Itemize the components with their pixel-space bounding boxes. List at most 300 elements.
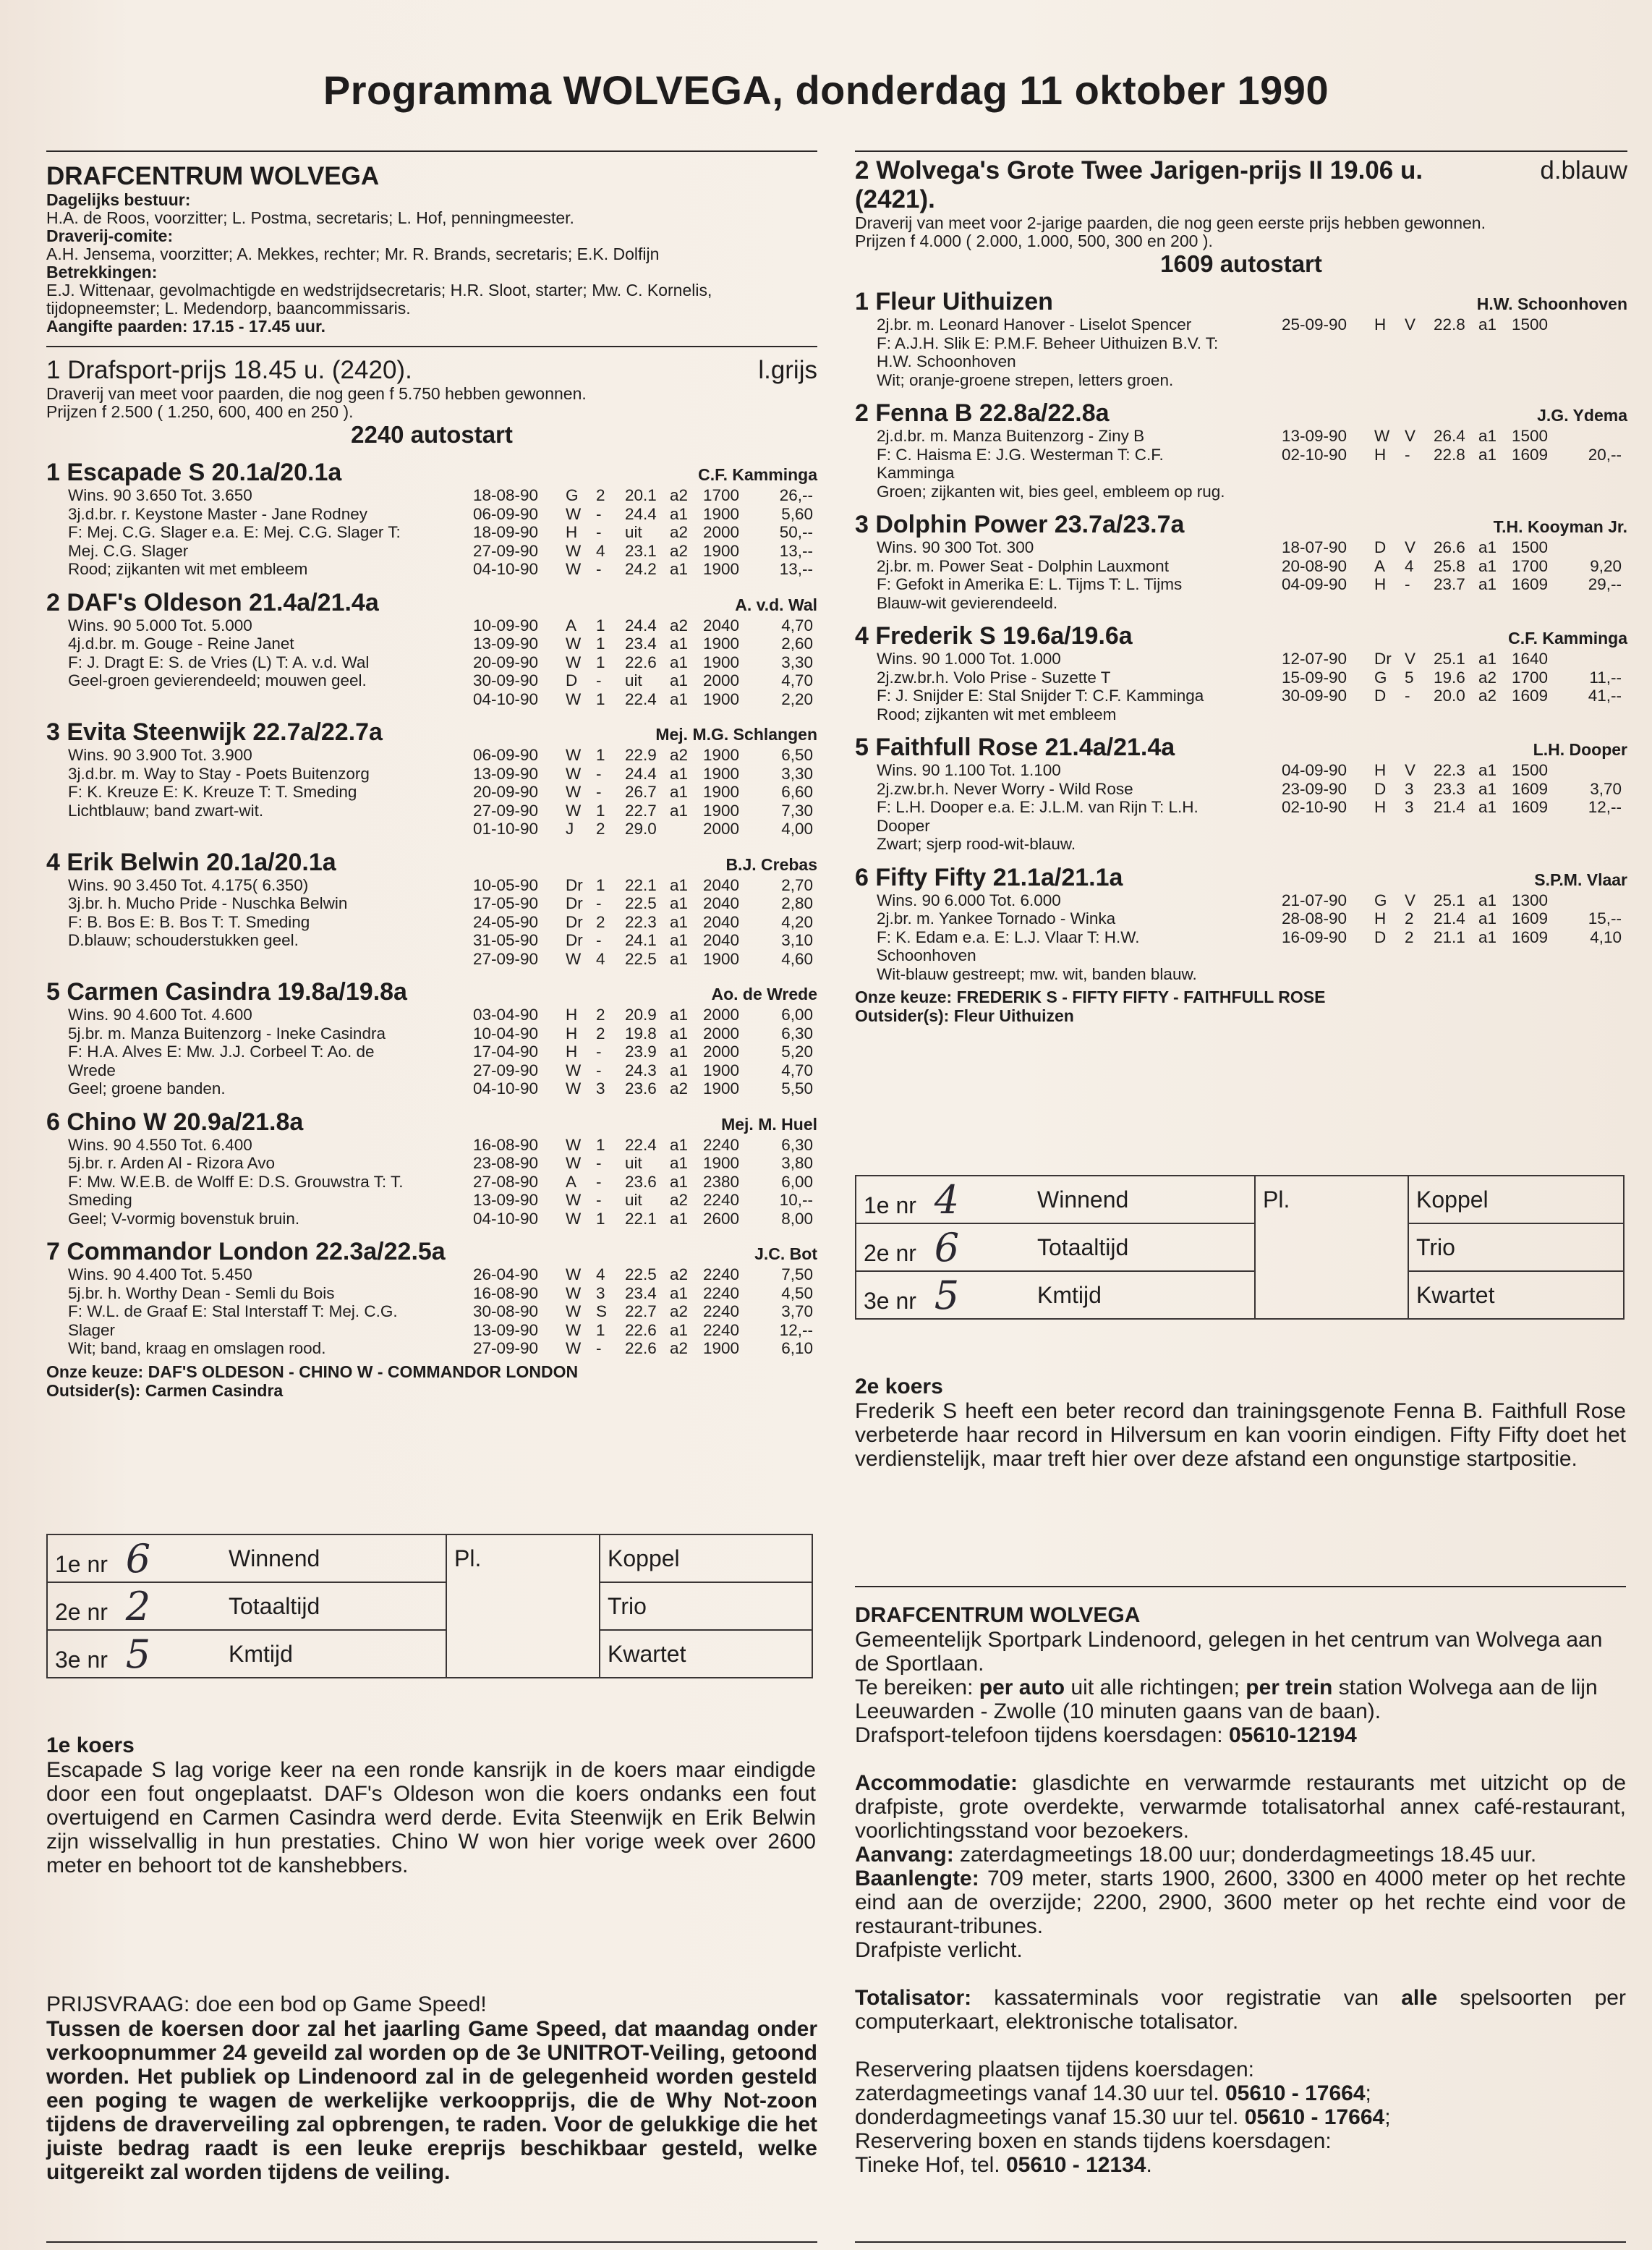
run-cell: W xyxy=(566,949,582,968)
horse-runs xyxy=(473,616,817,709)
text-span: 709 meter, starts 1900, 2600, 3300 en 4000 meter op het rechte eind aan de overzijde; 2200, 2900, 3600 meter op het rechte eind voor de restaurant-tribunes. xyxy=(855,1867,1626,1938)
committee-label: Draverij-comite: xyxy=(46,226,174,245)
horse-name: 7 Commandor London 22.3a/22.5a xyxy=(46,1238,446,1265)
run-cell: a1 xyxy=(1478,909,1497,927)
run-cell: 10,-- xyxy=(779,1191,813,1209)
horse-header xyxy=(46,849,817,876)
run-cell: 04-10-90 xyxy=(473,1209,539,1228)
run-cell: 1900 xyxy=(703,653,740,671)
run-row xyxy=(473,802,817,820)
bet-combo: Trio xyxy=(1408,1223,1624,1271)
info-block xyxy=(855,1603,1626,2177)
run-cell: 5,60 xyxy=(781,504,813,523)
run-cell: H xyxy=(566,1043,578,1061)
horse-trainer: H.W. Schoonhoven xyxy=(1476,294,1627,313)
run-row xyxy=(473,1154,817,1173)
divider xyxy=(46,346,817,347)
run-cell: 1 xyxy=(596,1135,605,1154)
race-1-outsider: Outsider(s): Carmen Casindra xyxy=(46,1380,284,1400)
horse-info-line: F: C. Haisma E: J.G. Westerman T: C.F. xyxy=(877,445,1164,464)
horse-name: 5 Carmen Casindra 19.8a/19.8a xyxy=(46,978,407,1006)
horse-runs xyxy=(473,876,817,969)
run-cell: 24.4 xyxy=(625,764,657,783)
run-cell: 20.0 xyxy=(1434,687,1465,705)
run-cell: A xyxy=(566,616,577,634)
handwritten-number: 5 xyxy=(934,1272,960,1318)
run-cell: a2 xyxy=(670,541,689,560)
run-cell: 27-09-90 xyxy=(473,1061,539,1079)
run-row xyxy=(473,765,817,784)
run-cell: a1 xyxy=(670,560,689,578)
horse-info xyxy=(855,427,1282,501)
run-cell: 3,10 xyxy=(781,931,813,949)
horse-info-line: 2j.zw.br.h. Never Worry - Wild Rose xyxy=(877,779,1133,798)
run-cell: W xyxy=(566,1302,582,1320)
horse-entry xyxy=(46,459,817,579)
run-cell: H xyxy=(566,523,578,541)
run-cell: 23.6 xyxy=(625,1172,657,1191)
run-cell: 1900 xyxy=(703,949,740,968)
run-cell: 26.7 xyxy=(625,783,657,801)
text-span: 05610 - 17664 xyxy=(1244,2105,1385,2129)
run-cell: 18-09-90 xyxy=(473,523,539,541)
handwritten-number: 5 xyxy=(125,1631,151,1677)
run-cell: a1 xyxy=(670,912,689,931)
bet-cell xyxy=(856,1176,1030,1223)
horse-runs xyxy=(473,486,817,579)
text-span: Aanvang: xyxy=(855,1843,954,1867)
text-span: station Wolvega aan de lijn Leeuwarden - Zwolle (10 minuten gaans van de baan). xyxy=(855,1676,1598,1723)
horse-info-line: F: J. Dragt E: S. de Vries (L) T: A. v.d. Wal xyxy=(68,653,370,671)
run-cell: 22.9 xyxy=(625,746,657,764)
run-cell: a1 xyxy=(670,764,689,783)
run-cell: a1 xyxy=(670,671,689,689)
run-cell: 2240 xyxy=(703,1302,740,1320)
horse-body xyxy=(855,891,1627,984)
bet-place: Pl. xyxy=(446,1534,600,1678)
handwritten-number: 4 xyxy=(934,1176,960,1223)
horse-name: 1 Fleur Uithuizen xyxy=(855,288,1053,315)
left-column xyxy=(46,150,817,1400)
text-span: Te bereiken: xyxy=(855,1676,979,1699)
run-row xyxy=(473,950,817,969)
roles-line: tijdopneemster; L. Medendorp, baancommissaris. xyxy=(46,299,411,318)
run-cell: 22.5 xyxy=(625,1265,657,1283)
horse-info-line: F: Gefokt in Amerika E: L. Tijms T: L. Tijms xyxy=(877,575,1183,593)
run-cell: 7,50 xyxy=(781,1265,813,1283)
run-cell: G xyxy=(1374,891,1387,909)
run-cell: 02-10-90 xyxy=(1282,798,1347,816)
run-row xyxy=(473,560,817,579)
race-2-keuze: Onze keuze: FREDERIK S - FIFTY FIFTY - FAITHFULL ROSE xyxy=(855,988,1326,1006)
run-cell: 1609 xyxy=(1512,798,1549,816)
run-cell: 23-09-90 xyxy=(1282,779,1347,798)
run-cell: 20,-- xyxy=(1588,445,1622,464)
bet-row xyxy=(856,1223,1624,1271)
run-row xyxy=(1282,557,1627,576)
bet-type: Totaaltijd xyxy=(221,1582,446,1630)
run-cell: 1900 xyxy=(703,1061,740,1079)
run-cell: 22.8 xyxy=(1434,445,1465,464)
horse-header xyxy=(855,734,1627,761)
run-cell: a2 xyxy=(670,1191,689,1209)
run-cell: 27-09-90 xyxy=(473,541,539,560)
run-cell: W xyxy=(566,1061,582,1079)
horse-info-line: Wins. 90 3.450 Tot. 4.175( 6.350) xyxy=(68,875,309,894)
run-cell: 2 xyxy=(596,486,605,504)
horse-info-line: 4j.d.br. m. Gouge - Reine Janet xyxy=(68,634,294,653)
run-cell: a1 xyxy=(670,783,689,801)
run-cell: 22.6 xyxy=(625,1320,657,1339)
horse-entry xyxy=(855,511,1627,612)
run-cell: W xyxy=(566,1079,582,1098)
info-reservation-sat: zaterdagmeetings vanaf 14.30 uur tel. 05610 - 17664; xyxy=(855,2081,1371,2105)
run-cell: 13-09-90 xyxy=(473,764,539,783)
run-cell: H xyxy=(1374,575,1387,593)
run-cell: D xyxy=(1374,687,1387,705)
run-cell: 23.1 xyxy=(625,541,657,560)
text-span: glasdichte en verwarmde restaurants met uitzicht op de drafpiste, grote overdekte, verwarmde totalisatorhal annex café-restaurant, voorlichtingsstand voor bezoekers. xyxy=(855,1771,1626,1843)
bet-label: 3e nr xyxy=(864,1287,916,1314)
run-cell: 26-04-90 xyxy=(473,1265,539,1283)
run-cell: a1 xyxy=(670,1024,689,1043)
horse-body xyxy=(46,1136,817,1228)
horse-trainer: C.F. Kamminga xyxy=(1508,629,1627,648)
horse-name: 4 Erik Belwin 20.1a/20.1a xyxy=(46,848,336,876)
race-2-color: d.blauw xyxy=(1540,156,1627,184)
horse-info-line: Wins. 90 4.600 Tot. 4.600 xyxy=(68,1006,252,1024)
horse-info-line: 2j.br. m. Leonard Hanover - Liselot Spencer xyxy=(877,315,1192,334)
run-cell: - xyxy=(596,764,602,783)
run-row xyxy=(473,1321,817,1340)
bet-row xyxy=(47,1630,812,1678)
horse-info xyxy=(855,538,1282,612)
prijsvraag xyxy=(46,1992,817,2184)
run-cell: a1 xyxy=(670,931,689,949)
horse-runs xyxy=(1282,891,1627,984)
race-1-prizes: Prijzen f 2.500 ( 1.250, 600, 400 en 250 ). xyxy=(46,402,354,421)
run-cell: W xyxy=(566,783,582,801)
run-cell: 31-05-90 xyxy=(473,931,539,949)
run-cell: 1900 xyxy=(703,541,740,560)
run-cell: 18-08-90 xyxy=(473,486,539,504)
run-row xyxy=(473,1284,817,1303)
run-cell: 20.1 xyxy=(625,486,657,504)
run-cell: 4,60 xyxy=(781,949,813,968)
bet-cell xyxy=(47,1630,221,1678)
run-row xyxy=(473,1043,817,1061)
horse-runs xyxy=(473,1006,817,1098)
run-row xyxy=(473,542,817,561)
run-cell: 4,50 xyxy=(781,1283,813,1302)
run-cell: 4,70 xyxy=(781,1061,813,1079)
horse-info xyxy=(855,761,1282,854)
run-cell: 50,-- xyxy=(779,523,813,541)
run-cell: a1 xyxy=(670,1320,689,1339)
run-cell: a2 xyxy=(670,616,689,634)
run-cell: V xyxy=(1405,427,1416,445)
horse-body xyxy=(855,650,1627,723)
info-reservation-contact: Tineke Hof, tel. 05610 - 12134. xyxy=(855,2153,1152,2177)
horse-trainer: B.J. Crebas xyxy=(725,854,817,874)
run-cell: G xyxy=(1374,668,1387,687)
horse-info-line: Slager xyxy=(68,1320,116,1339)
bet-label: 1e nr xyxy=(864,1192,916,1218)
run-cell: 21-07-90 xyxy=(1282,891,1347,909)
horse-info-line: D.blauw; schouderstukken geel. xyxy=(68,931,299,949)
horse-header xyxy=(855,511,1627,538)
run-cell: 3,30 xyxy=(781,764,813,783)
run-cell: 1609 xyxy=(1512,687,1549,705)
horse-info-line: Wins. 90 4.400 Tot. 5.450 xyxy=(68,1265,252,1283)
run-cell: 2,20 xyxy=(781,689,813,708)
run-row xyxy=(1282,575,1627,594)
run-cell: 1 xyxy=(596,634,605,653)
run-cell: 1900 xyxy=(703,1339,740,1357)
run-cell: H xyxy=(1374,445,1387,464)
run-cell: 7,30 xyxy=(781,801,813,820)
horse-trainer: Mej. M. Huel xyxy=(721,1114,817,1134)
run-cell: 27-09-90 xyxy=(473,949,539,968)
horse-info xyxy=(46,746,473,839)
run-cell xyxy=(1571,427,1622,446)
roles-label: Betrekkingen: xyxy=(46,263,158,281)
horse-info-line: Wins. 90 6.000 Tot. 6.000 xyxy=(877,891,1061,909)
run-cell: 1900 xyxy=(703,764,740,783)
horse-runs xyxy=(473,746,817,839)
race-2-outsider: Outsider(s): Fleur Uithuizen xyxy=(855,1006,1074,1025)
run-cell: V xyxy=(1405,891,1416,909)
run-cell: a2 xyxy=(670,1079,689,1098)
run-cell: - xyxy=(596,1154,602,1172)
run-cell: 21.4 xyxy=(1434,798,1465,816)
run-row xyxy=(1282,427,1627,446)
run-cell: D xyxy=(566,671,578,689)
run-cell: a1 xyxy=(670,894,689,912)
bet-label: 2e nr xyxy=(864,1239,916,1266)
run-cell: - xyxy=(596,931,602,949)
run-cell: W xyxy=(566,746,582,764)
divider xyxy=(46,150,817,152)
run-cell: a2 xyxy=(670,1339,689,1357)
run-cell: 10-04-90 xyxy=(473,1024,539,1043)
run-cell: 19.8 xyxy=(625,1024,657,1043)
run-row xyxy=(473,783,817,802)
horse-entry xyxy=(46,849,817,969)
run-cell: uit xyxy=(625,1191,642,1209)
horse-entry xyxy=(46,1108,817,1228)
run-cell: a1 xyxy=(670,1172,689,1191)
run-cell: 2,80 xyxy=(781,894,813,912)
divider xyxy=(46,2241,817,2243)
run-cell: 1609 xyxy=(1512,575,1549,593)
run-cell: a1 xyxy=(670,1135,689,1154)
horse-entry xyxy=(46,978,817,1098)
run-cell: uit xyxy=(625,523,642,541)
bet-combo: Koppel xyxy=(600,1534,812,1582)
run-row xyxy=(473,653,817,672)
race-1-start: 2240 autostart xyxy=(351,421,513,448)
horse-entry xyxy=(855,734,1627,854)
run-cell: H xyxy=(1374,798,1387,816)
run-cell: 16-08-90 xyxy=(473,1135,539,1154)
run-cell: 22.6 xyxy=(625,653,657,671)
divider xyxy=(855,1586,1626,1587)
daily-board-label: Dagelijks bestuur: xyxy=(46,190,191,209)
run-cell: 2 xyxy=(596,1024,605,1043)
run-row xyxy=(1282,798,1627,817)
run-cell: 29.0 xyxy=(625,820,657,838)
run-cell: 23.9 xyxy=(625,1043,657,1061)
horse-body xyxy=(46,876,817,969)
text-span: zaterdagmeetings 18.00 uur; donderdagmeetings 18.45 uur. xyxy=(953,1843,1537,1867)
run-cell: H xyxy=(1374,315,1387,334)
run-row xyxy=(473,1079,817,1098)
horse-entry xyxy=(46,589,817,709)
run-cell: 04-09-90 xyxy=(1282,761,1347,779)
run-cell: - xyxy=(596,1339,602,1357)
horse-trainer: Ao. de Wrede xyxy=(711,985,817,1003)
horse-runs xyxy=(1282,427,1627,501)
horse-trainer: T.H. Kooyman Jr. xyxy=(1493,517,1627,536)
run-cell: 1500 xyxy=(1512,315,1549,334)
run-cell: Dr xyxy=(566,875,583,894)
run-cell: a2 xyxy=(670,523,689,541)
horse-name: 6 Fifty Fifty 21.1a/21.1a xyxy=(855,863,1123,891)
text-span: 05610-12194 xyxy=(1228,1723,1357,1747)
horse-info-line: Blauw-wit gevierendeeld. xyxy=(877,593,1058,612)
horse-header xyxy=(46,1238,817,1265)
horse-info-line: Rood; zijkanten wit met embleem xyxy=(877,705,1117,723)
run-cell: 24.2 xyxy=(625,560,657,578)
run-cell: 1900 xyxy=(703,801,740,820)
run-cell: 22.7 xyxy=(625,1302,657,1320)
text-span: donderdagmeetings vanaf 15.30 uur tel. xyxy=(855,2105,1245,2129)
run-row xyxy=(1282,668,1627,687)
run-cell: 26.4 xyxy=(1434,427,1465,445)
run-cell: 24-05-90 xyxy=(473,912,539,931)
horse-entry xyxy=(46,1238,817,1358)
run-cell: 27-09-90 xyxy=(473,1339,539,1357)
info-lighting: Drafpiste verlicht. xyxy=(855,1938,1023,1962)
run-cell: 2 xyxy=(596,912,605,931)
run-cell: 22.4 xyxy=(625,1135,657,1154)
run-cell: 1500 xyxy=(1512,427,1549,445)
run-cell: 6,50 xyxy=(781,746,813,764)
horse-info-line: 3j.d.br. r. Keystone Master - Jane Rodney xyxy=(68,504,367,523)
bet-cell xyxy=(856,1223,1030,1271)
run-cell: a1 xyxy=(670,634,689,653)
run-cell: Dr xyxy=(1374,650,1392,668)
horse-runs xyxy=(1282,761,1627,854)
run-cell: 23-08-90 xyxy=(473,1154,539,1172)
run-row xyxy=(473,1173,817,1192)
run-cell: 24.3 xyxy=(625,1061,657,1079)
run-cell: 12,-- xyxy=(779,1320,813,1339)
run-cell: 20-09-90 xyxy=(473,653,539,671)
horse-header xyxy=(46,718,817,746)
run-cell: 22.4 xyxy=(625,689,657,708)
horse-info-line: Wit-blauw gestreept; mw. wit, banden blauw. xyxy=(877,964,1197,983)
run-cell: 1900 xyxy=(703,1079,740,1098)
run-cell: 3,70 xyxy=(1590,779,1622,798)
run-cell: 27-09-90 xyxy=(473,801,539,820)
horse-info-line: 5j.br. m. Manza Buitenzorg - Ineke Casindra xyxy=(68,1024,386,1043)
horse-info-line: Wins. 90 1.100 Tot. 1.100 xyxy=(877,761,1061,779)
text-span: Totalisator: xyxy=(855,1986,972,2010)
run-cell: 06-09-90 xyxy=(473,504,539,523)
run-cell: 06-09-90 xyxy=(473,746,539,764)
run-cell: 1 xyxy=(596,616,605,634)
run-cell xyxy=(1571,650,1622,668)
run-cell: 2 xyxy=(1405,927,1414,946)
horse-info xyxy=(855,315,1282,389)
run-row xyxy=(473,505,817,524)
horse-header xyxy=(46,459,817,486)
text-span: per trein xyxy=(1246,1676,1333,1699)
run-row xyxy=(1282,315,1627,334)
horse-body xyxy=(855,427,1627,501)
horse-info-line: F: J. Snijder E: Stal Snijder T: C.F. Kamminga xyxy=(877,687,1204,705)
run-cell: 2000 xyxy=(703,1006,740,1024)
run-cell: - xyxy=(596,1172,602,1191)
horse-info-line: 2j.d.br. m. Manza Buitenzorg - Ziny B xyxy=(877,427,1145,445)
horse-runs xyxy=(1282,650,1627,723)
run-cell: - xyxy=(1405,575,1410,593)
run-cell: 18-07-90 xyxy=(1282,538,1347,556)
run-cell: a1 xyxy=(670,1209,689,1228)
run-cell: a1 xyxy=(1478,556,1497,575)
run-cell: 26.6 xyxy=(1434,538,1465,556)
horse-info-line: Geel; groene banden. xyxy=(68,1079,226,1098)
run-cell: 2 xyxy=(596,1006,605,1024)
horse-info xyxy=(46,876,473,969)
bet-label: 3e nr xyxy=(55,1646,108,1673)
run-cell: Dr xyxy=(566,931,583,949)
horse-name: 5 Faithfull Rose 21.4a/21.4a xyxy=(855,734,1175,761)
race-1-keuze: Onze keuze: DAF'S OLDESON - CHINO W - COMMANDOR LONDON xyxy=(46,1362,579,1381)
run-cell: 1900 xyxy=(703,1154,740,1172)
run-cell: a1 xyxy=(670,949,689,968)
run-cell: a1 xyxy=(1478,891,1497,909)
run-cell: 1609 xyxy=(1512,909,1549,927)
horse-info-line: H.W. Schoonhoven xyxy=(877,352,1016,370)
run-row xyxy=(1282,650,1627,668)
horse-trainer: A. v.d. Wal xyxy=(735,595,817,614)
horse-info-line: 2j.br. m. Power Seat - Dolphin Lauxmont xyxy=(877,556,1169,575)
run-cell: 25-09-90 xyxy=(1282,315,1347,334)
run-cell: 22.3 xyxy=(625,912,657,931)
run-cell: 1900 xyxy=(703,783,740,801)
run-cell: W xyxy=(566,1339,582,1357)
run-cell: 13,-- xyxy=(779,541,813,560)
run-cell: 1300 xyxy=(1512,891,1549,909)
horse-entry xyxy=(855,864,1627,984)
horse-entry xyxy=(855,399,1627,501)
horse-trainer: J.C. Bot xyxy=(754,1244,817,1263)
run-cell: 22.5 xyxy=(625,949,657,968)
run-cell: - xyxy=(1405,445,1410,464)
run-cell: 2240 xyxy=(703,1283,740,1302)
run-cell: 5,20 xyxy=(781,1043,813,1061)
run-cell: a1 xyxy=(1478,927,1497,946)
info-accommodation xyxy=(855,1771,1626,1843)
bet-type: Totaaltijd xyxy=(1030,1223,1255,1271)
run-cell: 10-05-90 xyxy=(473,875,539,894)
run-cell: 13-09-90 xyxy=(473,634,539,653)
run-cell: 2240 xyxy=(703,1320,740,1339)
run-cell: W xyxy=(566,1191,582,1209)
